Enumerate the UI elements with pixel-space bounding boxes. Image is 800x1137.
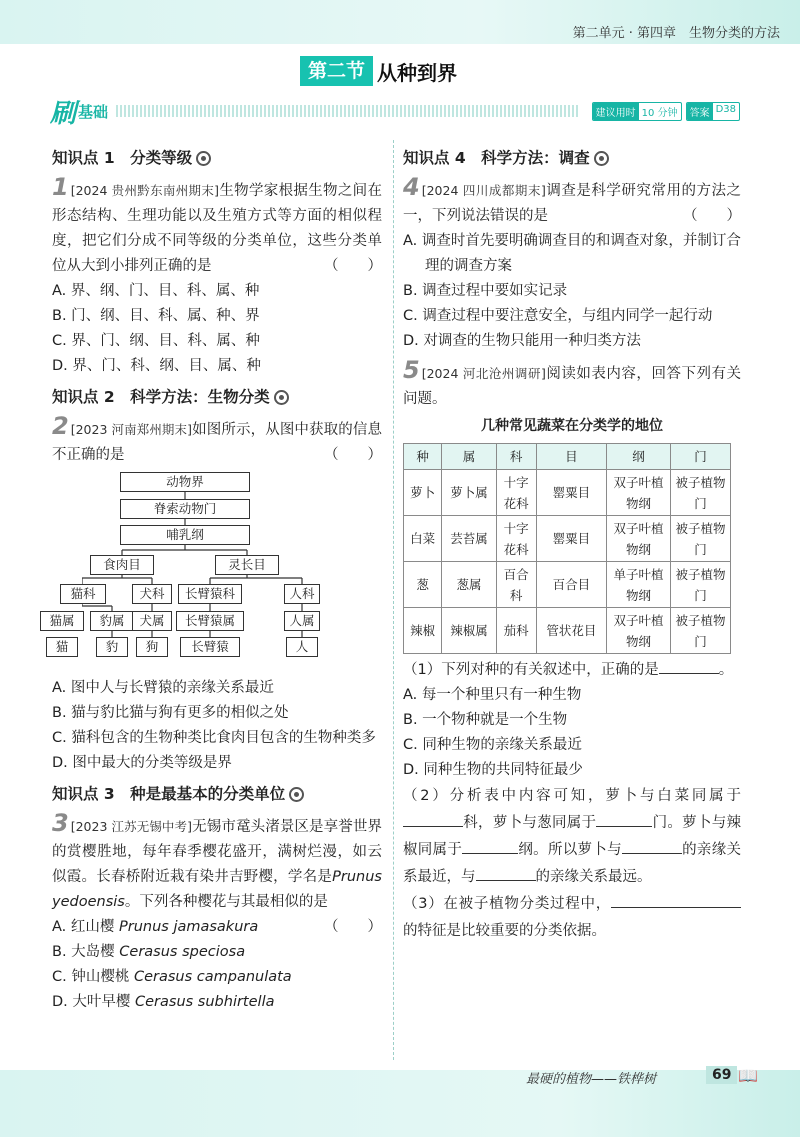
tree-node-genus: 犬属 <box>132 611 172 631</box>
sub-question-2: （2）分析表中内容可知，萝卜与白菜同属于科，萝卜与葱同属于 门。萝卜与辣椒同属于 纲。所以萝卜与 的亲缘关系最近，与 的亲缘关系最远。 <box>403 788 741 885</box>
option: D. 界、门、科、纲、目、属、种 <box>52 358 261 374</box>
section-number: 第二节 <box>300 56 373 86</box>
time-badge: 建议用时 10 分钟 <box>592 102 682 121</box>
table-row: 萝卜 萝卜属 十字花科 罂粟目 双子叶植物纲 被子植物门 <box>404 470 731 516</box>
scientific-name: Prunus yedoensis <box>52 869 382 910</box>
question-number: 3 <box>52 809 69 837</box>
page-number: 69 <box>706 1066 737 1084</box>
answer-blank[interactable] <box>611 892 741 908</box>
answer-badge: 答案 D38 <box>686 102 740 121</box>
option: A. 界、纲、门、目、科、属、种 <box>52 283 260 299</box>
question-text: 如图所示，从图中获取的信息不正确的是 <box>52 422 382 463</box>
tree-node-kingdom: 动物界 <box>120 472 250 492</box>
answer-paren: （ ） <box>324 258 382 274</box>
table-title: 几种常见蔬菜在分类学的地位 <box>481 418 663 434</box>
option: D. 图中最大的分类等级是界 <box>52 755 232 771</box>
question-4 <box>403 175 741 229</box>
answer-blank[interactable] <box>596 811 652 827</box>
table-header-row <box>404 444 731 470</box>
option: B. 猫与豹比猫与狗有更多的相似之处 <box>52 705 289 721</box>
question-source: [2023 河南郑州期末] <box>70 422 193 437</box>
question-text: 生物学家根据生物之间在形态结构、生理功能以及生殖方式等方面的相似程度，把它们分成不同等级的分类单位，这些分类单位从大到小排列正确的是 <box>52 183 382 274</box>
left-column <box>49 140 382 1015</box>
option: A. 每一个种里只有一种生物 <box>403 687 582 703</box>
right-column <box>403 140 741 945</box>
target-icon <box>289 787 304 802</box>
tree-node-genus: 豹属 <box>90 611 134 631</box>
table-row: 葱 葱属 百合科 百合目 单子叶植物纲 被子植物门 <box>404 562 731 608</box>
knowledge-point-4: 知识点 4 科学方法：调查 <box>403 146 741 171</box>
question-2 <box>52 414 382 468</box>
tree-node-genus: 长臂猿属 <box>176 611 244 631</box>
option: A. 红山樱 Prunus jamasakura <box>52 919 259 935</box>
option: A. 调查时首先要明确调查目的和调查对象，并制订合理的调查方案 <box>403 233 741 274</box>
question-text: 阅读如表内容，回答下列有关问题。 <box>403 366 742 407</box>
question-5 <box>403 358 741 412</box>
question-source: [2024 贵州黔东南州期末] <box>70 183 220 198</box>
tree-node-order: 食肉目 <box>90 555 154 575</box>
option: B. 一个物种就是一个生物 <box>403 712 568 728</box>
section-title <box>300 56 457 86</box>
knowledge-point-2: 知识点 2 科学方法：生物分类 <box>52 385 382 410</box>
question-source: [2024 河北沧州调研] <box>421 366 546 381</box>
question-text: 无锡市鼋头渚景区是享誉世界的赏樱胜地，每年春季樱花盛开，满树烂漫，如云似霞。长春桥附近栽有染井吉野樱，学名是 <box>52 819 382 885</box>
tree-node-species: 豹 <box>96 637 128 657</box>
option: C. 猫科包含的生物种类比食肉目包含的生物种类多 <box>52 730 376 746</box>
column-header: 门 <box>671 444 731 470</box>
answer-blank[interactable] <box>462 838 518 854</box>
column-header: 科 <box>496 444 536 470</box>
question-number: 1 <box>52 173 69 201</box>
tree-node-species: 狗 <box>136 637 168 657</box>
base-label: 基础 <box>78 102 109 121</box>
tree-node-order: 灵长目 <box>215 555 279 575</box>
question-number: 4 <box>403 173 420 201</box>
tree-node-genus: 猫属 <box>40 611 84 631</box>
column-header: 目 <box>536 444 606 470</box>
answer-blank[interactable] <box>622 838 682 854</box>
answer-blank[interactable] <box>476 865 536 881</box>
tree-node-species: 猫 <box>46 637 78 657</box>
option: B. 调查过程中要如实记录 <box>403 283 568 299</box>
answer-blank[interactable] <box>403 811 463 827</box>
knowledge-point-1: 知识点 1 分类等级 <box>52 146 382 171</box>
target-icon <box>594 151 609 166</box>
footer-band <box>0 1070 800 1137</box>
option: C. 界、门、纲、目、科、属、种 <box>52 333 260 349</box>
option: D. 大叶早樱 Cerasus subhirtella <box>52 994 275 1010</box>
tree-node-genus: 人属 <box>284 611 320 631</box>
answer-paren: （ ） <box>683 208 741 224</box>
question-source: [2024 四川成都期末] <box>421 183 546 198</box>
target-icon <box>274 390 289 405</box>
book-icon: 📖 <box>738 1066 758 1085</box>
option: C. 钟山樱桃 Cerasus campanulata <box>52 969 292 985</box>
section-name: 从种到界 <box>377 60 458 85</box>
tree-node-family: 猫科 <box>60 584 106 604</box>
tree-node-species: 人 <box>286 637 318 657</box>
option: C. 同种生物的亲缘关系最近 <box>403 737 582 753</box>
option: A. 图中人与长臂猿的亲缘关系最近 <box>52 680 274 696</box>
taxonomy-table <box>403 443 731 654</box>
decorative-ticks <box>116 105 580 117</box>
column-header: 种 <box>404 444 442 470</box>
answer-blank[interactable] <box>659 658 719 674</box>
brush-logo: 刷 <box>50 98 77 129</box>
breadcrumb: 第二单元 · 第四章 生物分类的方法 <box>572 26 780 41</box>
column-header: 纲 <box>607 444 671 470</box>
tree-node-family: 长臂猿科 <box>178 584 242 604</box>
question-text: 。下列各种樱花与其最相似的是 <box>124 894 328 910</box>
tree-node-class: 哺乳纲 <box>120 525 250 545</box>
option: B. 大岛樱 Cerasus speciosa <box>52 944 246 960</box>
answer-paren: （ ） <box>324 447 382 463</box>
target-icon <box>196 151 211 166</box>
table-row: 辣椒 辣椒属 茄科 管状花目 双子叶植物纲 被子植物门 <box>404 608 731 654</box>
question-number: 2 <box>52 412 69 440</box>
sub-question-1: （1）下列对种的有关叙述中，正确的是 。 <box>403 658 741 683</box>
table-row: 白菜 芸苔属 十字花科 罂粟目 双子叶植物纲 被子植物门 <box>404 516 731 562</box>
base-practice-bar <box>50 98 740 129</box>
question-number: 5 <box>403 356 420 384</box>
footer-text: 最硬的植物——铁桦树 <box>526 1072 657 1087</box>
option: B. 门、纲、目、科、属、种、界 <box>52 308 260 324</box>
option: D. 对调查的生物只能用一种归类方法 <box>403 333 641 349</box>
sub-question-3: （3）在被子植物分类过程中，的特征是比较重要的分类依据。 <box>403 891 741 945</box>
tree-node-family: 犬科 <box>132 584 172 604</box>
knowledge-point-3: 知识点 3 种是最基本的分类单位 <box>52 782 382 807</box>
answer-paren: （ ） <box>324 919 382 935</box>
column-divider <box>393 140 394 1060</box>
question-source: [2023 江苏无锡中考] <box>70 819 193 834</box>
option: D. 同种生物的共同特征最少 <box>403 762 583 778</box>
tree-node-species: 长臂猿 <box>180 637 240 657</box>
question-text: 调查是科学研究常用的方法之一，下列说法错误的是 <box>403 183 742 224</box>
question-1 <box>52 175 382 279</box>
classification-tree-diagram <box>49 472 382 672</box>
tree-node-phylum: 脊索动物门 <box>120 499 250 519</box>
tree-node-family: 人科 <box>284 584 320 604</box>
column-header: 属 <box>442 444 496 470</box>
option: C. 调查过程中要注意安全，与组内同学一起行动 <box>403 308 713 324</box>
